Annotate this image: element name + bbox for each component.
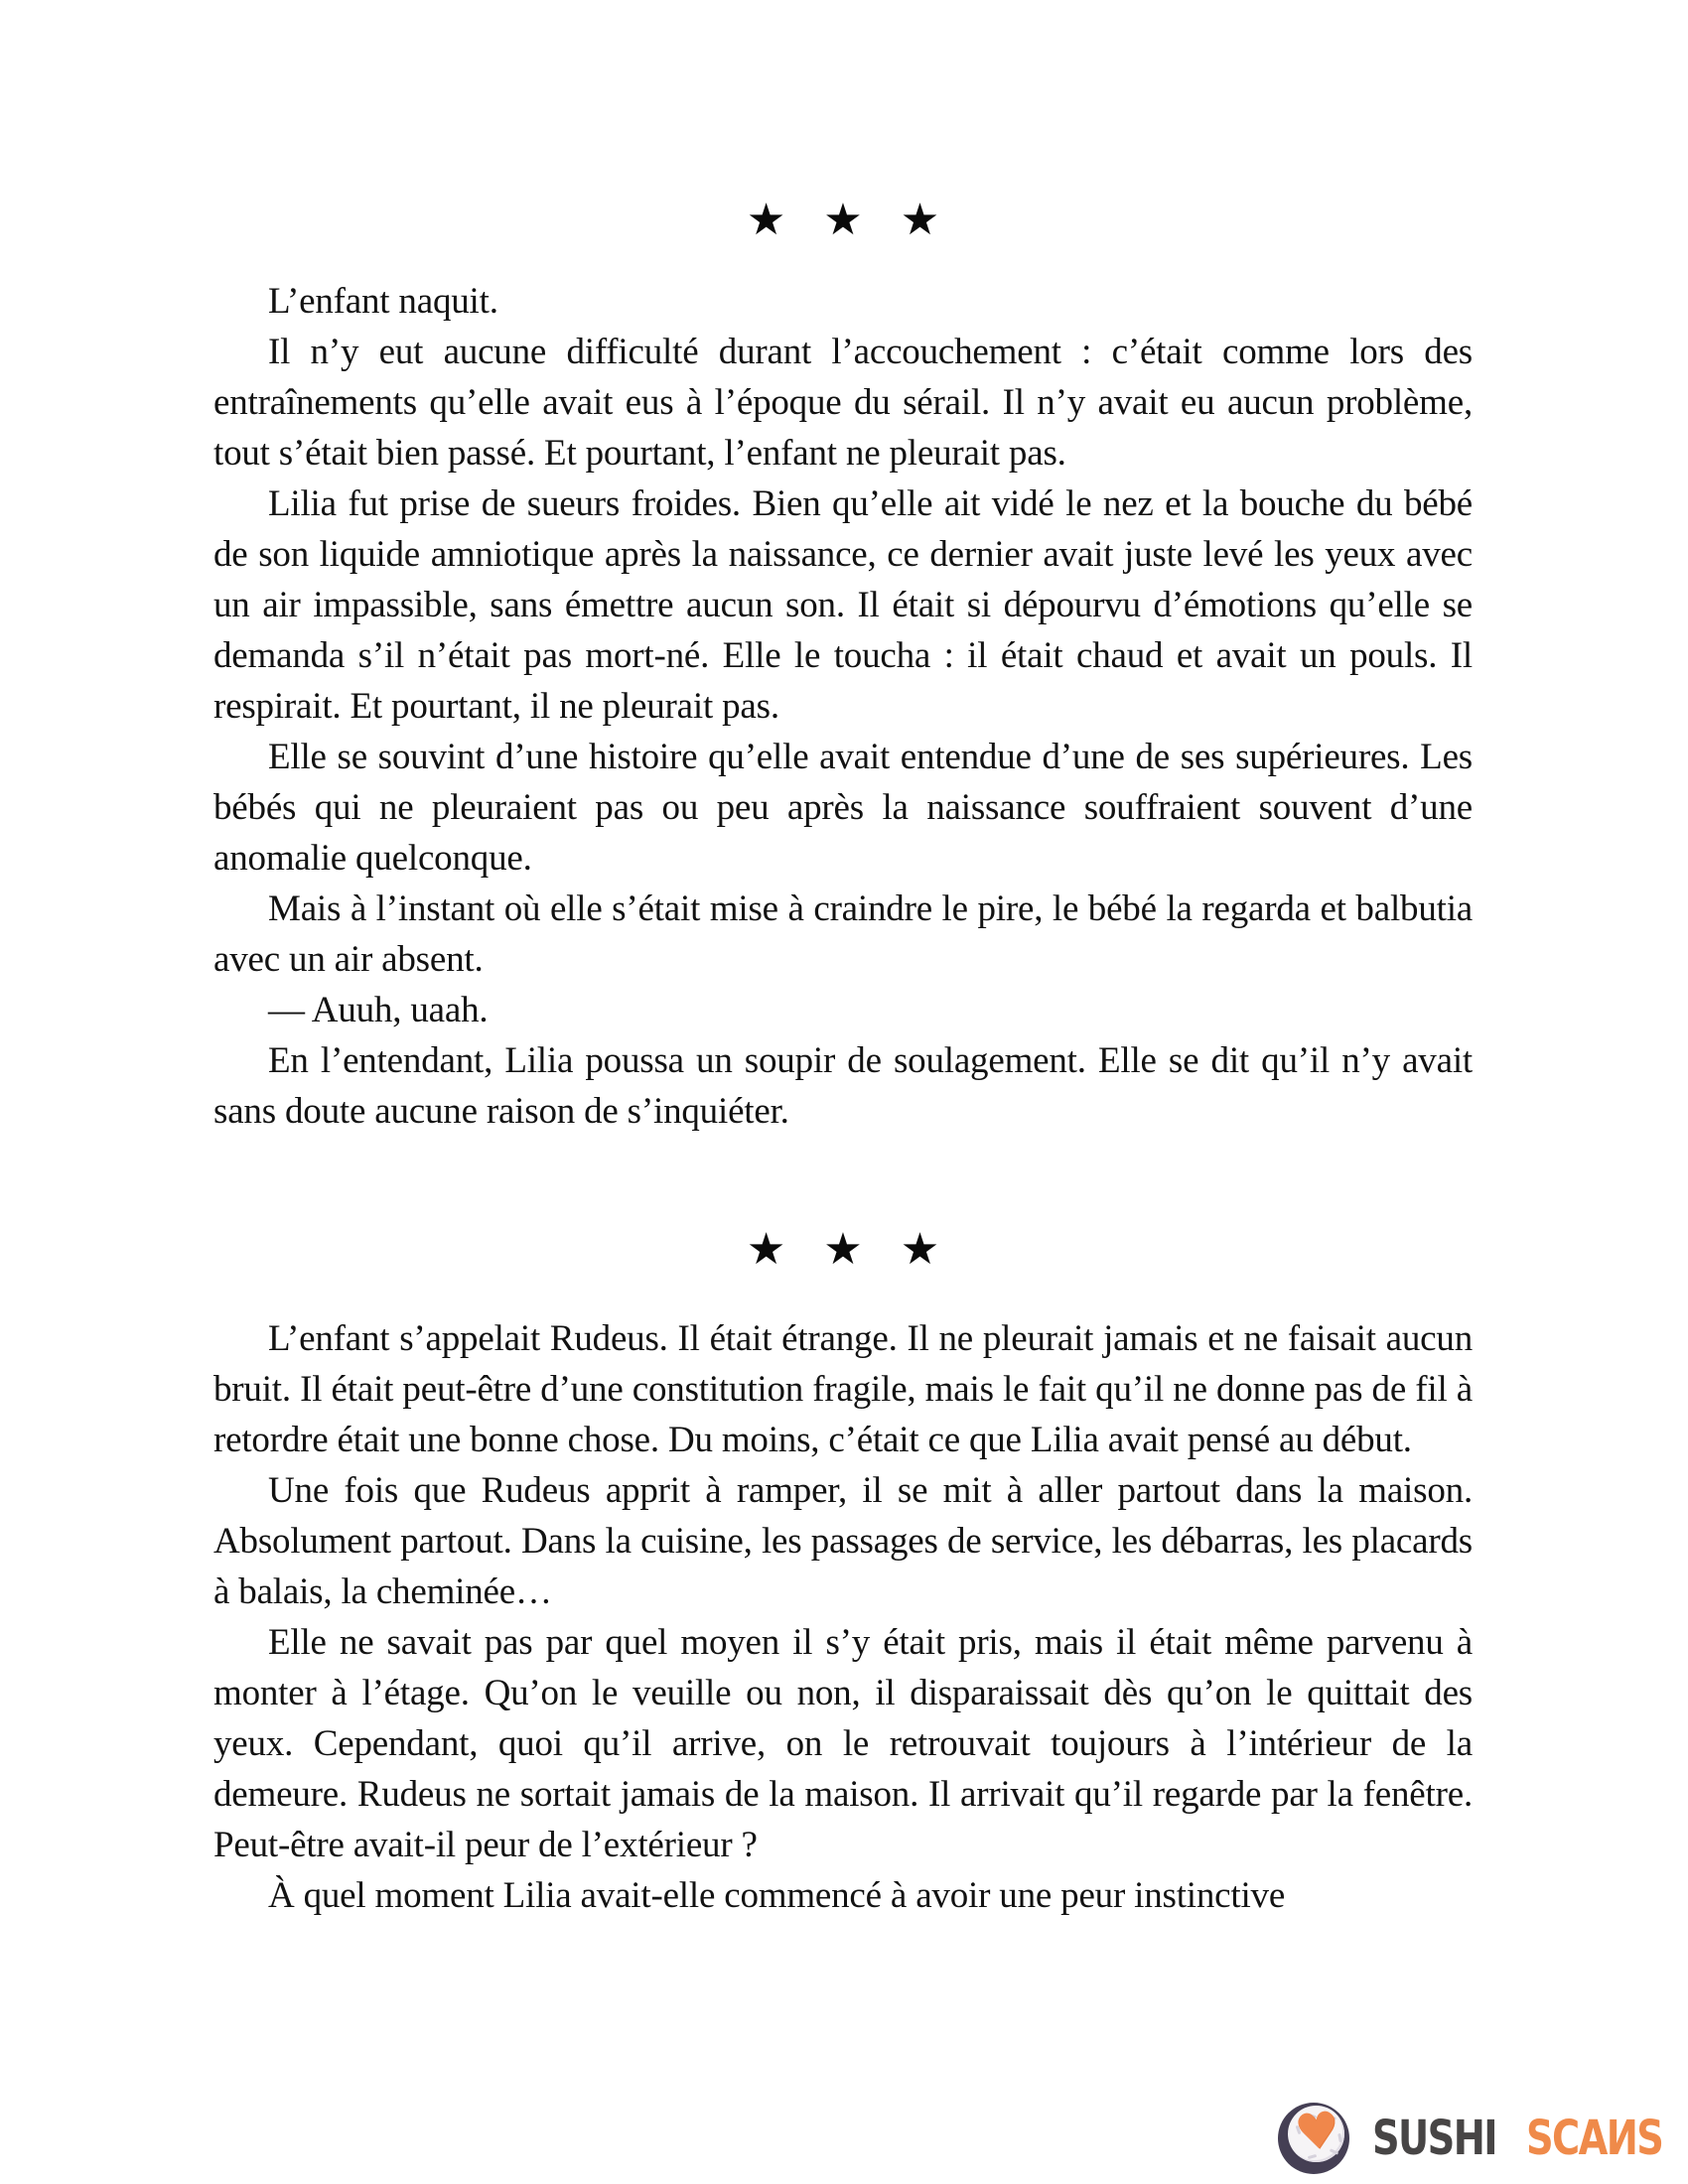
star-icon: ★: [823, 1224, 863, 1275]
paragraph: Une fois que Rudeus apprit à ramper, il se mit à aller partout dans la maison. Absolument partout. Dans la cuisine, les passages de service, les débarras, les placards à balais, la cheminée…: [213, 1470, 1473, 1612]
story-text-block-2: [213, 1313, 1473, 1921]
sushi-roll-icon: [1278, 2100, 1349, 2174]
story-text-block-1: [213, 276, 1473, 1137]
sushi-scans-logo: [1278, 2099, 1688, 2180]
section-separator: [213, 196, 1473, 245]
star-icon: ★: [900, 195, 940, 245]
paragraph: L’enfant s’appelait Rudeus. Il était étrange. Il ne pleurait jamais et ne faisait aucun bruit. Il était peut-être d’une constitution fragile, mais le fait qu’il ne donne pas de fil à retordre était une bonne chose. Du moins, c’était ce que Lilia avait pensé au début.: [213, 1318, 1473, 1460]
star-icon: ★: [746, 1224, 786, 1275]
paragraph: Lilia fut prise de sueurs froides. Bien qu’elle ait vidé le nez et la bouche du bébé de son liquide amniotique après la naissance, ce dernier avait juste levé les yeux avec un air impassible, sans émettre aucun son. Il était si dépourvu d’émotions qu’elle se demanda s’il n’était pas mort-né. Elle le toucha : il était chaud et avait un pouls. Il respirait. Et pourtant, il ne pleurait pas.: [213, 483, 1473, 727]
paragraph: Elle ne savait pas par quel moyen il s’y était pris, mais il était même parvenu à monter à l’étage. Qu’on le veuille ou non, il disparaissait dès qu’on le quittait des yeux. Cependant, quoi qu’il arrive, on le retrouvait toujours à l’intérieur de la demeure. Rudeus ne sortait jamais de la maison. Il arrivait qu’il regarde par la fenêtre. Peut-être avait-il peur de l’extérieur ?: [213, 1622, 1473, 1865]
paragraph: Il n’y eut aucune difficulté durant l’accouchement : c’était comme lors des entraînements qu’elle avait eus à l’époque du sérail. Il n’y avait eu aucun problème, tout s’était bien passé. Et pourtant, l’enfant ne pleurait pas.: [213, 332, 1473, 474]
paragraph: Mais à l’instant où elle s’était mise à craindre le pire, le bébé la regarda et balbutia avec un air absent.: [213, 888, 1473, 980]
brand-text-scans: SCAИS: [1526, 2111, 1663, 2166]
star-icon: ★: [746, 195, 786, 245]
paragraph: L’enfant naquit.: [268, 281, 498, 322]
paragraph-dialogue: — Auuh, uaah.: [268, 990, 489, 1030]
paragraph: En l’entendant, Lilia poussa un soupir de soulagement. Elle se dit qu’il n’y avait sans doute aucune raison de s’inquiéter.: [213, 1040, 1473, 1132]
brand-text-sushi: SUSHI: [1372, 2111, 1496, 2166]
star-icon: ★: [823, 195, 863, 245]
star-icon: ★: [900, 1224, 940, 1275]
paragraph: À quel moment Lilia avait-elle commencé à avoir une peur instinctive: [268, 1875, 1286, 1916]
section-separator: [213, 1225, 1473, 1275]
paragraph: Elle se souvint d’une histoire qu’elle avait entendue d’une de ses supérieures. Les bébés qui ne pleuraient pas ou peu après la naissance souffraient souvent d’une anomalie quelconque.: [213, 737, 1473, 879]
salmon-heart-icon: ♥: [1292, 2100, 1342, 2163]
